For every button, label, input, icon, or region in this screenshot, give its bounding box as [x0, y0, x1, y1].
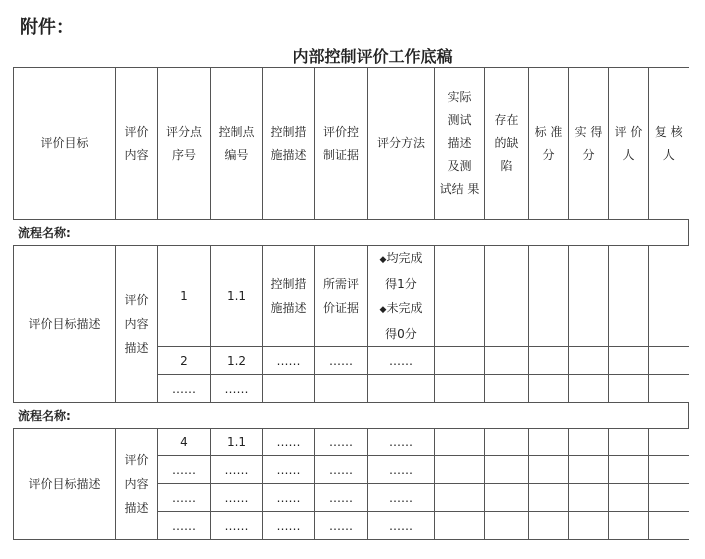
method-cell: ……	[368, 347, 435, 375]
header-evaluator-line: 人	[622, 147, 635, 162]
evaluator-cell	[609, 347, 649, 375]
standard-score-cell	[529, 347, 569, 375]
actual-score-cell	[569, 484, 609, 512]
test-result-cell	[435, 484, 485, 512]
header-standard-line: 准	[550, 124, 563, 139]
header-control-no-line: 编号	[224, 147, 249, 162]
test-result-cell	[435, 375, 485, 403]
header-reviewer	[649, 68, 689, 220]
actual-score-cell	[569, 246, 609, 347]
header-actual-line: 实	[574, 124, 587, 139]
evaluator-cell	[609, 512, 649, 540]
header-measure-line: 施描述	[270, 147, 307, 162]
method-line: 得1分	[385, 277, 417, 291]
attachment-heading: 附件：	[20, 17, 74, 38]
test-result-cell	[435, 347, 485, 375]
defect-cell	[485, 429, 529, 456]
bullet-diamond-icon: ◆	[379, 305, 387, 315]
measure-line: 施描述	[270, 301, 307, 315]
evaluator-cell	[609, 456, 649, 484]
header-test-result-line: 测试	[447, 113, 472, 127]
flow-name-label: 流程名称:	[14, 403, 689, 429]
method-cell: ……	[368, 456, 435, 484]
header-point-no-line: 评分点	[165, 124, 202, 139]
method-line: 得0分	[385, 327, 417, 341]
standard-score-cell	[529, 246, 569, 347]
header-evaluator-line: 评	[614, 124, 627, 139]
header-evidence-line: 评价控	[322, 124, 359, 139]
point-no-cell: 1	[158, 246, 211, 347]
header-evaluator-line: 价	[630, 124, 643, 139]
point-no-cell: ……	[158, 484, 211, 512]
header-defect-line: 陷	[500, 159, 513, 173]
control-no-cell: ……	[211, 512, 263, 540]
content-line: 描述	[124, 341, 149, 355]
actual-score-cell	[569, 375, 609, 403]
header-content-line: 评价	[124, 124, 149, 139]
control-no-cell: 1.1	[211, 246, 263, 347]
defect-cell	[485, 484, 529, 512]
header-standard-line: 标	[534, 124, 547, 139]
actual-score-cell	[569, 429, 609, 456]
evaluator-cell	[609, 246, 649, 347]
content-line: 内容	[124, 477, 149, 491]
defect-cell	[485, 347, 529, 375]
point-no-cell: ……	[158, 456, 211, 484]
standard-score-cell	[529, 512, 569, 540]
header-standard-line: 分	[542, 147, 555, 162]
method-cell: ……	[368, 429, 435, 456]
header-measure-line: 控制措	[270, 124, 307, 139]
header-measure	[263, 68, 315, 220]
flow-name-row	[14, 220, 689, 246]
evidence-cell: ……	[315, 347, 368, 375]
header-test-result	[435, 68, 485, 220]
header-content	[116, 68, 158, 220]
header-actual-line: 得	[590, 124, 603, 139]
header-evaluator	[609, 68, 649, 220]
header-actual	[569, 68, 609, 220]
evidence-cell	[315, 246, 368, 347]
reviewer-cell	[649, 512, 689, 540]
evaluator-cell	[609, 484, 649, 512]
table-row	[14, 429, 689, 456]
control-no-cell: 1.1	[211, 429, 263, 456]
defect-cell	[485, 375, 529, 403]
header-evidence	[315, 68, 368, 220]
header-reviewer-line: 核	[670, 124, 683, 139]
point-no-cell: ……	[158, 375, 211, 403]
evidence-cell: ……	[315, 429, 368, 456]
worksheet-title: 内部控制评价工作底稿	[292, 47, 453, 66]
reviewer-cell	[649, 456, 689, 484]
header-goal: 评价目标	[14, 68, 116, 220]
header-standard	[529, 68, 569, 220]
reviewer-cell	[649, 375, 689, 403]
header-content-line: 内容	[124, 147, 149, 162]
control-no-cell: 1.2	[211, 347, 263, 375]
header-actual-line: 分	[582, 147, 595, 162]
method-text: 未完成	[386, 301, 423, 315]
actual-score-cell	[569, 347, 609, 375]
point-no-cell: 2	[158, 347, 211, 375]
header-defect-line: 的缺	[494, 136, 519, 150]
header-test-result-line: 描述	[447, 136, 472, 150]
measure-line: 控制措	[270, 277, 307, 291]
evidence-line: 所需评	[322, 277, 359, 291]
header-evidence-line: 制证据	[322, 147, 359, 162]
content-line: 内容	[124, 317, 149, 331]
reviewer-cell	[649, 429, 689, 456]
evidence-cell	[315, 375, 368, 403]
standard-score-cell	[529, 484, 569, 512]
control-no-cell: ……	[211, 375, 263, 403]
defect-cell	[485, 246, 529, 347]
defect-cell	[485, 512, 529, 540]
header-defect-line: 存在	[494, 113, 519, 127]
header-test-result-line: 试结	[439, 182, 464, 196]
point-no-cell: 4	[158, 429, 211, 456]
content-line: 评价	[124, 453, 149, 467]
header-row	[14, 68, 689, 220]
standard-score-cell	[529, 429, 569, 456]
evaluator-cell	[609, 375, 649, 403]
actual-score-cell	[569, 456, 609, 484]
header-point-no-line: 序号	[171, 147, 196, 162]
method-cell	[368, 246, 435, 347]
reviewer-cell	[649, 246, 689, 347]
measure-cell: ……	[263, 429, 315, 456]
content-line: 描述	[124, 501, 149, 515]
method-cell: ……	[368, 512, 435, 540]
test-result-cell	[435, 456, 485, 484]
header-test-result-line: 实际	[447, 90, 472, 104]
measure-cell: ……	[263, 456, 315, 484]
evaluation-content-cell	[116, 246, 158, 403]
evaluation-content-cell	[116, 429, 158, 540]
method-cell: ……	[368, 484, 435, 512]
method-text: 均完成	[386, 251, 423, 265]
header-control-no	[211, 68, 263, 220]
table-row	[14, 246, 689, 347]
method-line	[370, 296, 432, 322]
reviewer-cell	[649, 347, 689, 375]
point-no-cell: ……	[158, 512, 211, 540]
control-no-cell: ……	[211, 484, 263, 512]
evidence-cell: ……	[315, 512, 368, 540]
standard-score-cell	[529, 375, 569, 403]
test-result-cell	[435, 246, 485, 347]
header-reviewer-line: 复	[654, 124, 667, 139]
reviewer-cell	[649, 484, 689, 512]
flow-name-row	[14, 403, 689, 429]
bullet-diamond-icon: ◆	[379, 255, 387, 265]
content-line: 评价	[124, 293, 149, 307]
measure-cell: ……	[263, 512, 315, 540]
flow-name-label: 流程名称:	[14, 220, 689, 246]
measure-cell: ……	[263, 484, 315, 512]
test-result-cell	[435, 429, 485, 456]
method-line	[370, 246, 432, 272]
evaluator-cell	[609, 429, 649, 456]
evaluation-goal-cell: 评价目标描述	[14, 246, 116, 403]
measure-cell: ……	[263, 347, 315, 375]
evaluation-worksheet-table	[13, 67, 689, 540]
test-result-cell	[435, 512, 485, 540]
defect-cell	[485, 456, 529, 484]
evidence-line: 价证据	[322, 301, 359, 315]
header-point-no	[158, 68, 211, 220]
header-defect	[485, 68, 529, 220]
header-method: 评分方法	[368, 68, 435, 220]
measure-cell	[263, 246, 315, 347]
evidence-cell: ……	[315, 484, 368, 512]
header-test-result-line: 及测	[447, 159, 472, 173]
actual-score-cell	[569, 512, 609, 540]
header-test-result-line: 果	[467, 182, 480, 196]
control-no-cell: ……	[211, 456, 263, 484]
header-reviewer-line: 人	[662, 147, 675, 162]
header-control-no-line: 控制点	[218, 124, 255, 139]
evidence-cell: ……	[315, 456, 368, 484]
evaluation-goal-cell: 评价目标描述	[14, 429, 116, 540]
measure-cell	[263, 375, 315, 403]
method-cell	[368, 375, 435, 403]
standard-score-cell	[529, 456, 569, 484]
